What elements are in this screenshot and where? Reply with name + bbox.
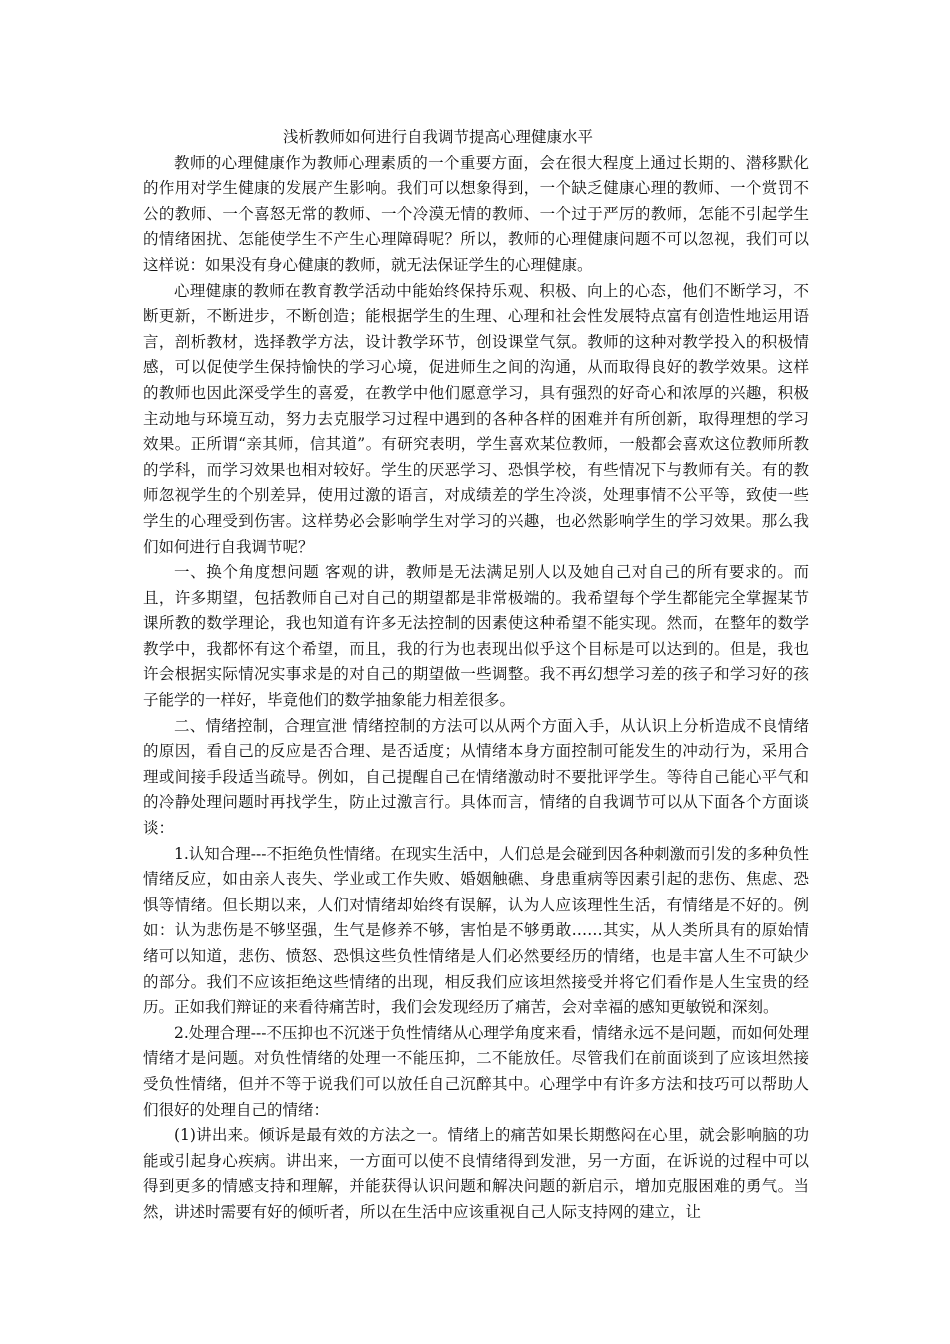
- document-body: [143, 125, 809, 1226]
- item-1-paragraph: 1.认知合理---不拒绝负性情绪。在现实生活中，人们总是会碰到因各种刺激而引发的多种负性情绪反应，如由亲人丧失、学业或工作失败、婚姻触礁、身患重病等因素引起的悲伤、焦虑、恐惧等情绪。但长期以来，人们对情绪却始终有误解，认为人应该理性生活，有情绪是不好的。例如：认为悲伤是不够坚强，生气是修养不够，害怕是不够勇敢……其实，从人类所具有的原始情绪可以知道，悲伤、愤怒、恐惧这些负性情绪是人们必然要经历的情绪，也是丰富人生不可缺少的部分。我们不应该拒绝这些情绪的出现，相反我们应该坦然接受并将它们看作是人生宝贵的经历。正如我们辩证的来看待痛苦时，我们会发现经历了痛苦，会对幸福的感知更敏锐和深刻。: [143, 844, 810, 1017]
- item-2-paragraph: 2.处理合理---不压抑也不沉迷于负性情绪从心理学角度来看，情绪永远不是问题，而如何处理情绪才是问题。对负性情绪的处理一不能压抑，二不能放任。尽管我们在前面谈到了应该坦然接受负性情绪，但并不等于说我们可以放任自己沉醉其中。心理学中有许多方法和技巧可以帮助人们很好的处理自己的情绪：: [143, 1023, 810, 1119]
- section-1-paragraph: 一、换个角度想问题 客观的讲，教师是无法满足别人以及她自己对自己的所有要求的。而且，许多期望，包括教师自己对自己的期望都是非常极端的。我希望每个学生都能完全掌握某节课所教的数学理论，我也知道有许多无法控制的因素使这种希望不能实现。然而，在整年的数学教学中，我都怀有这个希望，而且，我的行为也表现出似乎这个目标是可以达到的。但是，我也许会根据实际情况实事求是的对自己的期望做一些调整。我不再幻想学习差的孩子和学习好的孩子能学的一样好，毕竟他们的数学抽象能力相差很多。: [143, 563, 809, 710]
- subitem-1-paragraph: (1)讲出来。倾诉是最有效的方法之一。情绪上的痛苦如果长期憋闷在心里，就会影响脑的功能或引起身心疾病。讲出来，一方面可以使不良情绪得到发泄，另一方面，在诉说的过程中可以得到更多的情感支持和理解，并能获得认识问题和解决问题的新启示，增加克服困难的勇气。当然，讲述时需要有好的倾听者，所以在生活中应该重视自己人际支持网的建立，让: [143, 1126, 809, 1221]
- document-title: 浅析教师如何进行自我调节提高心理健康水平: [283, 128, 594, 146]
- intro-paragraph: 教师的心理健康作为教师心理素质的一个重要方面，会在很大程度上通过长期的、潜移默化的作用对学生健康的发展产生影响。我们可以想象得到，一个缺乏健康心理的教师、一个赏罚不公的教师、一个喜怒无常的教师、一个冷漠无情的教师、一个过于严厉的教师，怎能不引起学生的情绪困扰、怎能使学生不产生心理障碍呢？所以，教师的心理健康问题不可以忽视，我们可以这样说：如果没有身心健康的教师，就无法保证学生的心理健康。: [143, 153, 809, 274]
- section-2-paragraph: 二、情绪控制，合理宣泄 情绪控制的方法可以从两个方面入手，从认识上分析造成不良情绪的原因，看自己的反应是否合理、是否适度；从情绪本身方面控制可能发生的冲动行为，采用合理或间接手段适当疏导。例如，自己提醒自己在情绪激动时不要批评学生。等待自己能心平气和的冷静处理问题时再找学生，防止过激言行。具体而言，情绪的自我调节可以从下面各个方面谈谈：: [143, 716, 809, 838]
- healthy-teacher-paragraph: 心理健康的教师在教育教学活动中能始终保持乐观、积极、向上的心态，他们不断学习，不断更新，不断进步，不断创造；能根据学生的生理、心理和社会性发展特点富有创造性地运用语言，剖析教材，选择教学方法，设计教学环节，创设课堂气氛。教师的这种对教学投入的积极情感，可以促使学生保持愉快的学习心境，促进师生之间的沟通，从而取得良好的教学效果。这样的教师也因此深受学生的喜爱，在教学中他们愿意学习，具有强烈的好奇心和浓厚的兴趣，积极主动地与环境互动，努力去克服学习过程中遇到的各种各样的困难并有所创新，取得理想的学习效果。正所谓“亲其师，信其道”。有研究表明，学生喜欢某位教师，一般都会喜欢这位教师所教的学科，而学习效果也相对较好。学生的厌恶学习、恐惧学校，有些情况下与教师有关。有的教师忽视学生的个别差异，使用过激的语言，对成绩差的学生冷淡，处理事情不公平等，致使一些学生的心理受到伤害。这样势必会影响学生对学习的兴趣，也必然影响学生的学习效果。那么我们如何进行自我调节呢？: [143, 281, 809, 556]
